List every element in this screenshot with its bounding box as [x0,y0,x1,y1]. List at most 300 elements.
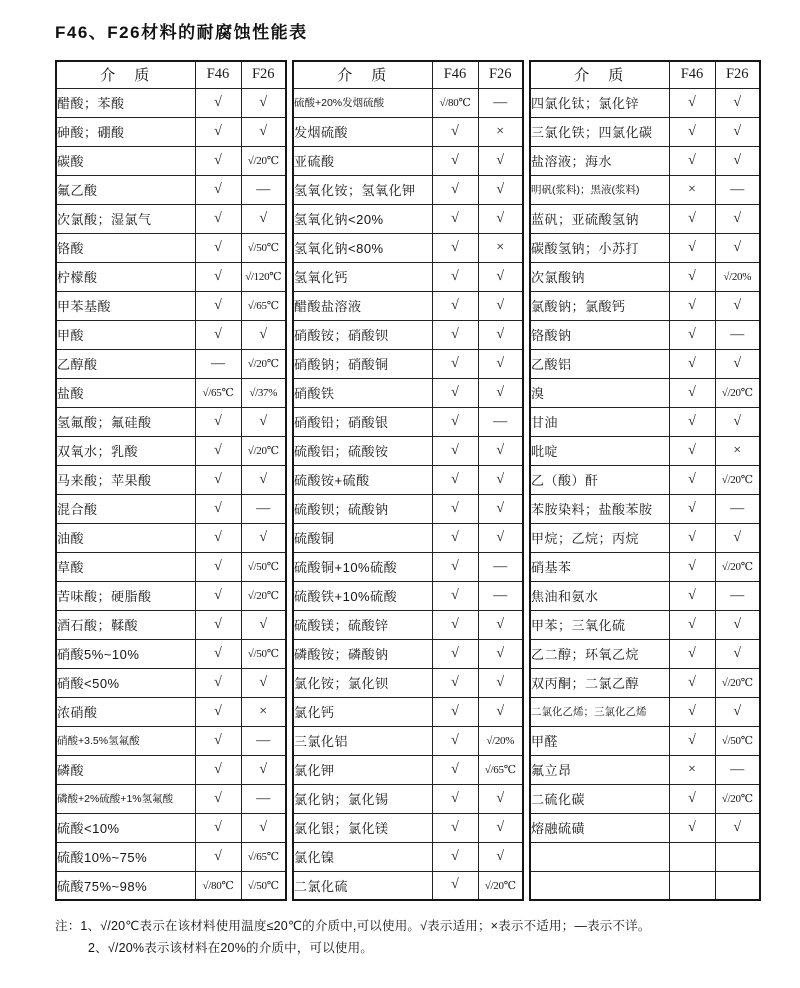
corrosion-table-body-2 [293,88,523,900]
f26-value-cell: — [715,755,760,784]
table-row [530,610,760,639]
f46-value-cell: √ [195,581,241,610]
f26-value-cell: √ [478,784,523,813]
table-row [56,378,286,407]
f26-value-cell: √/120℃ [241,262,286,291]
f46-value-cell: √ [195,813,241,842]
f46-value-cell: √ [195,436,241,465]
f26-value-cell: √/20℃ [715,378,760,407]
medium-cell: 甲苯；三氧化硫 [530,610,669,639]
medium-cell: 硝酸+3.5%氢氟酸 [56,726,195,755]
f26-value-cell: √ [241,204,286,233]
f46-value-cell: √ [432,523,478,552]
f26-column-header: F26 [241,61,286,88]
f26-value-cell: — [241,784,286,813]
medium-cell: 双丙酮；二氯乙醇 [530,668,669,697]
f26-value-cell: √ [478,146,523,175]
medium-cell: 磷酸铵；磷酸钠 [293,639,432,668]
table-row [56,697,286,726]
medium-cell: 次氯酸钠 [530,262,669,291]
table-row [293,755,523,784]
f46-value-cell: × [669,755,715,784]
table-row [56,784,286,813]
medium-cell: 蓝矾；亚硫酸氢钠 [530,204,669,233]
f46-column-header: F46 [432,61,478,88]
f46-value-cell: √/80℃ [195,871,241,900]
f26-value-cell: √/65℃ [478,755,523,784]
medium-cell: 熔融硫磺 [530,813,669,842]
table-row [56,494,286,523]
f26-value-cell: √/50℃ [241,233,286,262]
table-row [530,523,760,552]
table-row [293,407,523,436]
footnote-line-2: 2、√/20%表示该材料在20%的介质中，可以使用。 [88,940,374,955]
f46-value-cell: √ [195,523,241,552]
f46-value-cell: √ [195,842,241,871]
f46-value-cell: √/65℃ [195,378,241,407]
f26-value-cell: √/65℃ [241,842,286,871]
table-row [56,436,286,465]
table-row [530,262,760,291]
f26-value-cell: √ [715,291,760,320]
table-row [530,581,760,610]
f26-value-cell: √ [241,465,286,494]
f46-value-cell: √ [195,784,241,813]
f26-value-cell: √ [478,842,523,871]
f26-value-cell: √ [241,88,286,117]
medium-cell: 油酸 [56,523,195,552]
medium-cell: 硫酸钡；硫酸钠 [293,494,432,523]
f46-value-cell: √ [432,610,478,639]
f46-value-cell: √ [195,320,241,349]
medium-cell: 甲醛 [530,726,669,755]
table-row [293,204,523,233]
f46-value-cell: √ [432,639,478,668]
medium-cell: 氯化镍 [293,842,432,871]
medium-cell: 马来酸；苹果酸 [56,465,195,494]
f26-value-cell: √ [478,320,523,349]
table-row [293,523,523,552]
f26-value-cell: — [241,494,286,523]
f46-value-cell: √ [669,726,715,755]
f26-value-cell: — [241,726,286,755]
f26-value-cell: √ [715,204,760,233]
f26-value-cell: — [715,494,760,523]
medium-cell: 次氯酸；湿氯气 [56,204,195,233]
medium-cell: 硫酸<10% [56,813,195,842]
f26-value-cell: √ [478,291,523,320]
medium-cell: 盐溶液；海水 [530,146,669,175]
f46-value-cell: √ [669,88,715,117]
table-row [56,871,286,900]
f26-value-cell: √ [715,523,760,552]
medium-cell: 硝酸<50% [56,668,195,697]
f46-value-cell: √ [432,233,478,262]
f46-value-cell: √ [432,842,478,871]
table-row [56,581,286,610]
f26-value-cell: √/50℃ [241,552,286,581]
table-row [56,117,286,146]
f46-value-cell: √ [669,320,715,349]
table-row [56,465,286,494]
table-row [56,842,286,871]
f26-column-header: F26 [715,61,760,88]
f26-value-cell: — [241,175,286,204]
f26-value-cell: √/20℃ [241,349,286,378]
f46-value-cell: √ [195,639,241,668]
medium-cell: 硫酸+20%发烟硫酸 [293,88,432,117]
f26-value-cell: √ [478,813,523,842]
table-row [293,349,523,378]
medium-cell: 硫酸铜+10%硫酸 [293,552,432,581]
f46-value-cell: × [669,175,715,204]
medium-cell: 酒石酸；鞣酸 [56,610,195,639]
table-row [293,378,523,407]
medium-cell: 硫酸铜 [293,523,432,552]
f26-value-cell: √/20% [715,262,760,291]
corrosion-table-2 [292,60,524,901]
table-row [293,871,523,900]
f46-value-cell: √ [432,262,478,291]
medium-cell: 甲苯基酸 [56,291,195,320]
medium-cell: 氯化钠；氯化锡 [293,784,432,813]
medium-cell: 硫酸铝；硫酸铵 [293,436,432,465]
table-row [56,175,286,204]
f26-value-cell: √ [478,436,523,465]
f46-value-cell: √ [669,436,715,465]
f46-value-cell: √ [669,494,715,523]
table-row [530,668,760,697]
f26-value-cell: — [715,581,760,610]
f46-value-cell: √ [195,262,241,291]
f46-value-cell [669,871,715,900]
medium-cell: 混合酸 [56,494,195,523]
f26-value-cell: √ [478,378,523,407]
medium-cell: 砷酸；硼酸 [56,117,195,146]
medium-cell: 氟立昂 [530,755,669,784]
table-row [293,233,523,262]
table-row [56,639,286,668]
page-title: F46、F26材料的耐腐蚀性能表 [55,23,308,42]
f26-value-cell: √ [715,88,760,117]
f26-value-cell: √/50℃ [715,726,760,755]
f46-value-cell: √ [669,204,715,233]
medium-cell: 硝酸5%~10% [56,639,195,668]
f26-value-cell: √ [241,407,286,436]
f46-value-cell: √ [432,784,478,813]
f26-value-cell: — [715,175,760,204]
f26-value-cell: √ [715,146,760,175]
table-row [530,813,760,842]
medium-cell: 三氯化铁；四氯化碳 [530,117,669,146]
f46-value-cell: √ [432,494,478,523]
f46-value-cell: √ [195,755,241,784]
medium-cell [530,871,669,900]
table-row [56,813,286,842]
f26-value-cell [715,871,760,900]
f46-value-cell: √ [432,175,478,204]
f46-value-cell: √ [195,726,241,755]
table-row [56,726,286,755]
medium-cell: 醋酸盐溶液 [293,291,432,320]
f26-value-cell: √ [478,610,523,639]
f26-value-cell: √/50℃ [241,871,286,900]
table-row [56,204,286,233]
f26-value-cell: — [478,88,523,117]
f26-value-cell: √/20℃ [241,436,286,465]
f26-value-cell [715,842,760,871]
medium-cell: 苯胺染料；盐酸苯胺 [530,494,669,523]
f26-value-cell: √/65℃ [241,291,286,320]
f26-value-cell: √ [241,755,286,784]
table-row [293,465,523,494]
table-row [530,146,760,175]
table-row [56,668,286,697]
table-row [293,552,523,581]
medium-cell: 氟乙酸 [56,175,195,204]
medium-cell: 乙二醇；环氧乙烷 [530,639,669,668]
f26-value-cell: √/20℃ [715,668,760,697]
f46-value-cell: √ [195,204,241,233]
medium-cell: 焦油和氨水 [530,581,669,610]
medium-cell: 三氯化铝 [293,726,432,755]
medium-cell: 苦味酸；硬脂酸 [56,581,195,610]
f26-value-cell: √/37% [241,378,286,407]
table-row [530,320,760,349]
f46-value-cell: √ [195,175,241,204]
table-row [56,146,286,175]
medium-cell: 二氯化乙烯；三氯化乙烯 [530,697,669,726]
medium-cell: 乙（酸）酐 [530,465,669,494]
medium-cell: 溴 [530,378,669,407]
f46-value-cell: √ [669,262,715,291]
table-row [56,407,286,436]
f46-value-cell: √ [432,813,478,842]
table-row [530,755,760,784]
f26-value-cell: √ [478,262,523,291]
medium-cell: 硫酸10%~75% [56,842,195,871]
footnotes [55,916,755,960]
medium-cell: 硝酸铅；硝酸银 [293,407,432,436]
medium-cell: 氢氟酸；氟硅酸 [56,407,195,436]
f46-value-cell: √ [432,349,478,378]
medium-cell: 碳酸氢钠；小苏打 [530,233,669,262]
medium-cell: 硫酸镁；硫酸锌 [293,610,432,639]
table-row [530,871,760,900]
medium-cell: 氯化铵；氯化钡 [293,668,432,697]
f26-value-cell: √/20% [478,726,523,755]
medium-cell: 氯化钾 [293,755,432,784]
medium-cell: 醋酸；苯酸 [56,88,195,117]
f46-value-cell: √ [432,755,478,784]
f46-value-cell: √ [669,146,715,175]
table-row [293,262,523,291]
f46-value-cell: √ [195,610,241,639]
f46-value-cell: √ [195,233,241,262]
f46-value-cell: √ [432,581,478,610]
f26-value-cell: √ [478,668,523,697]
f46-value-cell: √ [432,407,478,436]
f26-value-cell: √ [478,697,523,726]
f46-value-cell: √ [669,784,715,813]
medium-cell: 甘油 [530,407,669,436]
f26-value-cell: √ [241,813,286,842]
table-row [530,88,760,117]
corrosion-table-body-3 [530,88,760,900]
table-row [530,784,760,813]
f26-value-cell: √ [478,465,523,494]
medium-cell: 吡啶 [530,436,669,465]
f46-value-cell: √ [195,407,241,436]
f26-value-cell: √ [715,610,760,639]
f26-value-cell: √ [478,523,523,552]
f26-value-cell: √/20℃ [241,581,286,610]
f26-value-cell: — [715,320,760,349]
f46-value-cell: √ [432,726,478,755]
table-row [293,117,523,146]
table-row [293,291,523,320]
medium-column-header: 介 质 [56,61,195,88]
f26-value-cell: × [715,436,760,465]
f26-value-cell: √ [241,523,286,552]
table-row [293,668,523,697]
table-row [530,291,760,320]
table-row [56,552,286,581]
medium-cell: 硫酸75%~98% [56,871,195,900]
table-row [56,88,286,117]
f46-value-cell: √ [669,668,715,697]
table-row [530,494,760,523]
table-row [293,610,523,639]
corrosion-table-body-1 [56,88,286,900]
f26-value-cell: √ [715,813,760,842]
f46-value-cell: √ [432,871,478,900]
medium-cell: 硫酸铵+硫酸 [293,465,432,494]
f46-value-cell: √ [432,465,478,494]
f46-value-cell: √ [669,378,715,407]
table-row [530,349,760,378]
medium-cell: 明矾(浆料)；黑液(浆料) [530,175,669,204]
f46-value-cell: √ [669,117,715,146]
f46-value-cell: √ [195,291,241,320]
f26-value-cell: √ [478,494,523,523]
medium-cell: 柠檬酸 [56,262,195,291]
table-row [56,233,286,262]
medium-cell: 硝基苯 [530,552,669,581]
f46-value-cell: √ [669,813,715,842]
table-row [56,755,286,784]
table-row [530,465,760,494]
f46-value-cell: √ [432,668,478,697]
medium-cell: 磷酸+2%硫酸+1%氢氟酸 [56,784,195,813]
medium-column-header: 介 质 [530,61,669,88]
medium-cell: 草酸 [56,552,195,581]
f46-value-cell: √ [432,146,478,175]
medium-cell: 浓硝酸 [56,697,195,726]
table-row [56,610,286,639]
table-row [56,291,286,320]
f46-value-cell: √ [195,668,241,697]
f26-value-cell: × [478,233,523,262]
table-row [530,233,760,262]
f26-value-cell: √/20℃ [715,552,760,581]
f46-value-cell: √ [669,407,715,436]
f26-value-cell: √ [478,175,523,204]
f46-value-cell: √ [195,697,241,726]
medium-cell: 甲酸 [56,320,195,349]
medium-cell: 硝酸铁 [293,378,432,407]
medium-cell [530,842,669,871]
f46-value-cell: √ [195,494,241,523]
f26-value-cell: √ [241,117,286,146]
table-row [530,378,760,407]
f26-value-cell: √ [715,407,760,436]
table-row [56,523,286,552]
table-row [530,407,760,436]
f26-value-cell: — [478,552,523,581]
f26-value-cell: √ [478,204,523,233]
f26-value-cell: √ [715,697,760,726]
table-row [56,320,286,349]
f26-value-cell: √/20℃ [715,465,760,494]
footnote-line-1: 注：1、√/20℃表示在该材料使用温度≤20℃的介质中,可以使用。√表示适用；×表示不适用；—表示不详。 [55,919,651,933]
f46-value-cell: √ [669,581,715,610]
f46-value-cell: √ [432,204,478,233]
table-row [530,175,760,204]
table-row [293,726,523,755]
table-row [56,349,286,378]
f26-value-cell: √ [241,610,286,639]
f46-value-cell: √ [669,610,715,639]
table-row [530,842,760,871]
f46-value-cell: √ [432,436,478,465]
f46-value-cell: √ [432,697,478,726]
medium-cell: 亚硫酸 [293,146,432,175]
f46-column-header: F46 [195,61,241,88]
f46-value-cell: √ [669,233,715,262]
table-row [293,175,523,204]
medium-cell: 盐酸 [56,378,195,407]
f26-value-cell: √ [478,349,523,378]
table-row [293,639,523,668]
table-row [293,320,523,349]
f46-value-cell: √ [195,552,241,581]
f46-value-cell: √ [195,146,241,175]
medium-cell: 甲烷；乙烷；丙烷 [530,523,669,552]
corrosion-table-1 [55,60,287,901]
table-row [530,639,760,668]
medium-cell: 碳酸 [56,146,195,175]
f26-value-cell: √/50℃ [241,639,286,668]
table-row [530,117,760,146]
f46-value-cell: √ [432,320,478,349]
medium-cell: 氯酸钠；氯酸钙 [530,291,669,320]
f26-value-cell: √/20℃ [241,146,286,175]
table-row [293,436,523,465]
medium-cell: 氯化银；氯化镁 [293,813,432,842]
f26-value-cell: √ [241,320,286,349]
table-row [293,494,523,523]
f46-value-cell: √ [669,291,715,320]
medium-cell: 发烟硫酸 [293,117,432,146]
medium-cell: 二氯化硫 [293,871,432,900]
table-row [293,842,523,871]
f26-value-cell: × [478,117,523,146]
f46-value-cell: √ [195,88,241,117]
corrosion-table-3 [529,60,761,901]
f46-value-cell: — [195,349,241,378]
f46-value-cell: √ [432,291,478,320]
